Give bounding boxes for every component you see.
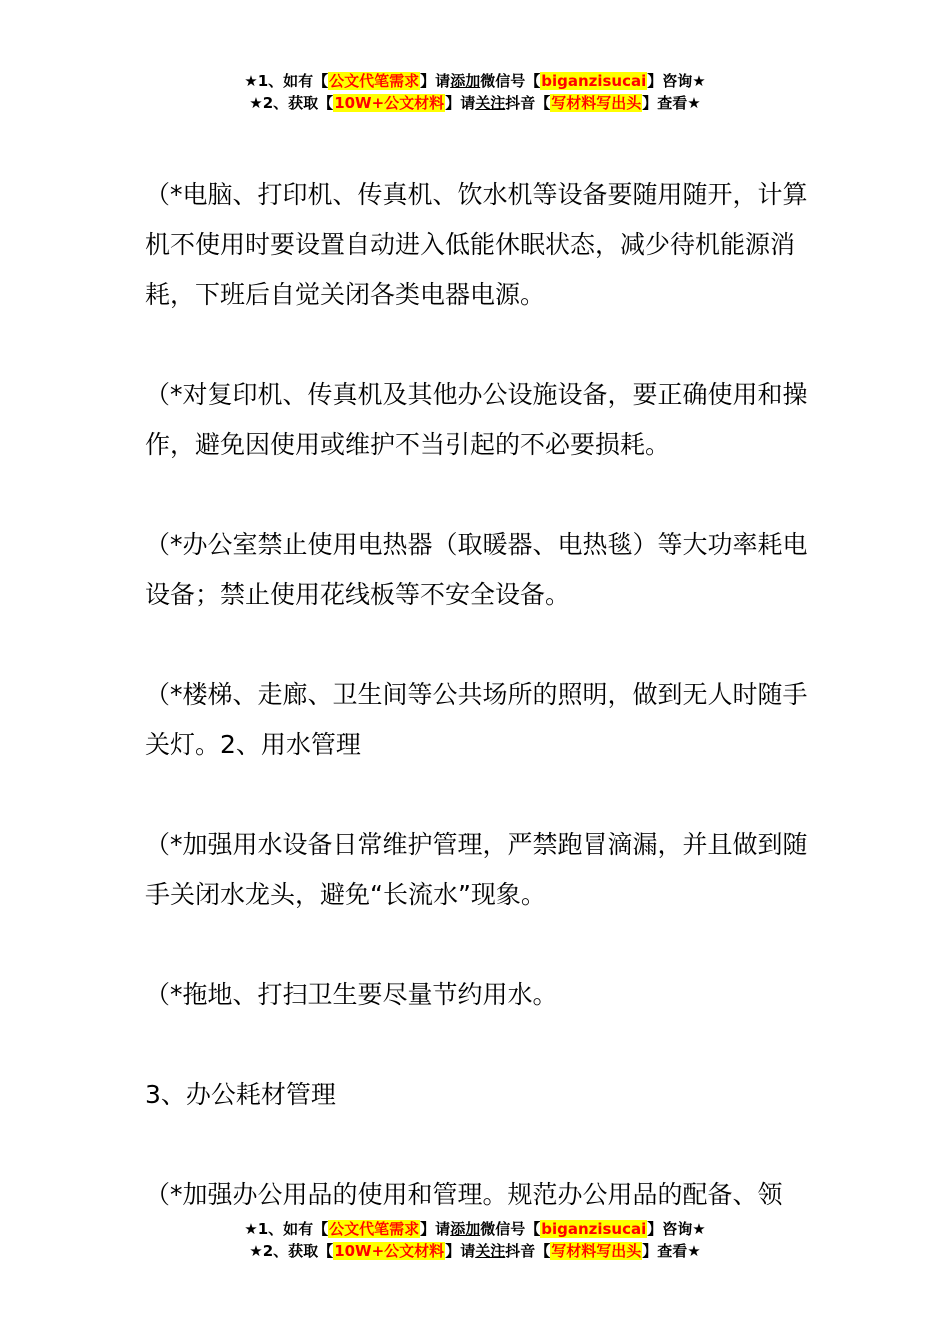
highlight-materials: 10W+公文材料 [334, 94, 445, 112]
highlight-service: 公文代笔需求 [329, 72, 420, 90]
banner-underlined-text: 添加 [450, 1220, 481, 1238]
banner-line-1 [0, 70, 950, 92]
banner-line-2 [0, 92, 950, 114]
banner-underlined-text: 关注 [475, 94, 506, 112]
paragraph: （*办公室禁止使用电热器（取暖器、电热毯）等大功率耗电设备；禁止使用花线板等不安全设备。 [145, 530, 808, 609]
banner-text: ★2、获取【 [249, 1242, 334, 1260]
highlight-douyin-account: 写材料写出头 [551, 94, 642, 112]
paragraph: （*加强办公用品的使用和管理。规范办公用品的配备、领 [145, 1180, 783, 1209]
banner-text: 微信号【 [480, 72, 541, 90]
highlight-materials: 10W+公文材料 [334, 1242, 445, 1260]
banner-text: 】咨询★ [647, 72, 706, 90]
banner-text: 】查看★ [642, 1242, 701, 1260]
section-heading: 3、办公耗材管理 [145, 1080, 336, 1109]
paragraph: （*楼梯、走廊、卫生间等公共场所的照明，做到无人时随手关灯。2、用水管理 [145, 680, 808, 759]
banner-text: 抖音【 [505, 1242, 551, 1260]
banner-text: 】咨询★ [647, 1220, 706, 1238]
banner-text: 抖音【 [505, 94, 551, 112]
banner-line-1 [0, 1218, 950, 1240]
banner-text: ★2、获取【 [249, 94, 334, 112]
banner-text: ★1、如有【 [244, 72, 329, 90]
highlight-service: 公文代笔需求 [329, 1220, 420, 1238]
banner-line-2 [0, 1240, 950, 1262]
banner-text: ★1、如有【 [244, 1220, 329, 1238]
banner-text: 微信号【 [480, 1220, 541, 1238]
paragraph: （*加强用水设备日常维护管理，严禁跑冒滴漏，并且做到随手关闭水龙头，避免“长流水”现象。 [145, 830, 808, 909]
banner-text: 】请 [420, 1220, 451, 1238]
header-banner [0, 70, 950, 114]
paragraph: （*电脑、打印机、传真机、饮水机等设备要随用随开，计算机不使用时要设置自动进入低能休眠状态，减少待机能源消耗，下班后自觉关闭各类电器电源。 [145, 180, 808, 309]
highlight-douyin-account: 写材料写出头 [551, 1242, 642, 1260]
document-body [145, 170, 810, 1220]
highlight-wechat-id: biganzisucai [541, 72, 647, 90]
banner-underlined-text: 添加 [450, 72, 481, 90]
highlight-wechat-id: biganzisucai [541, 1220, 647, 1238]
paragraph: （*对复印机、传真机及其他办公设施设备，要正确使用和操作，避免因使用或维护不当引起的不必要损耗。 [145, 380, 808, 459]
banner-text: 】请 [445, 1242, 476, 1260]
footer-banner [0, 1218, 950, 1262]
banner-text: 】请 [420, 72, 451, 90]
paragraph: （*拖地、打扫卫生要尽量节约用水。 [145, 980, 558, 1009]
banner-underlined-text: 关注 [475, 1242, 506, 1260]
banner-text: 】查看★ [642, 94, 701, 112]
banner-text: 】请 [445, 94, 476, 112]
